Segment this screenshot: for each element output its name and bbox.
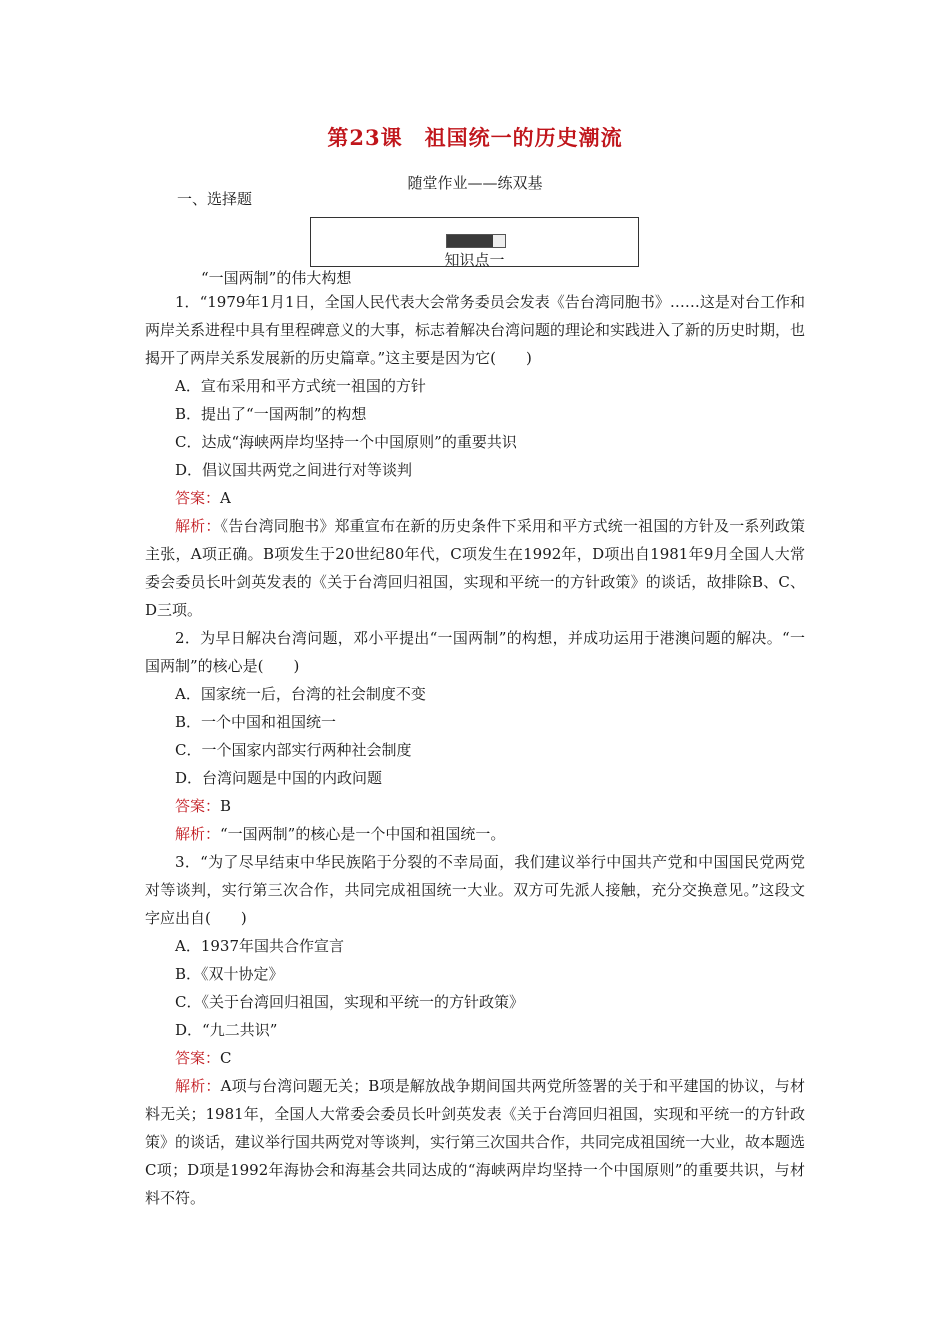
analysis-text: “一国两制”的核心是一个中国和祖国统一。 (220, 825, 506, 843)
question-option: D．倡议国共两党之间进行对等谈判 (175, 461, 413, 479)
question-option: B．提出了“一国两制”的构想 (175, 405, 367, 423)
analysis-label: 解析： (175, 825, 221, 843)
lesson-title: 第23课 祖国统一的历史潮流 (327, 125, 623, 150)
answer-line (145, 484, 805, 512)
question-option: D．“九二共识” (175, 1021, 278, 1039)
analysis-text: A项与台湾问题无关；B项是解放战争期间国共两党所签署的关于和平建国的协议，与材料无关；1981年，全国人大常委会委员长叶剑英发表《关于台湾回归祖国，实现和平统一的方针政策》的谈话，建议举行国共两党对等谈判，实行第三次国共合作，共同完成祖国统一大业，故本题选C项；D项是1992年海协会和海基会共同达成的“海峡两岸均坚持一个中国原则”的重要共识，与材料不符。 (145, 1077, 806, 1207)
answer-line (145, 792, 805, 820)
question-stem: 2．为早日解决台湾问题，邓小平提出“一国两制”的构想，并成功运用于港澳问题的解决。“一国两制”的核心是( ) (145, 629, 805, 675)
question-stem: 1．“1979年1月1日，全国人民代表大会常务委员会发表《告台湾同胞书》……这是对台工作和两岸关系进程中具有里程碑意义的大事，标志着解决台湾问题的理论和实践进入了新的历史时期，也揭开了两岸关系发展新的历史篇章。”这主要是因为它( ) (145, 293, 806, 367)
question-option: C．一个国家内部实行两种社会制度 (175, 741, 412, 759)
questions-content (145, 288, 805, 1212)
question-option: C．达成“海峡两岸均坚持一个中国原则”的重要共识 (175, 433, 517, 451)
answer-line (145, 1044, 805, 1072)
question-option: A．国家统一后，台湾的社会制度不变 (175, 685, 426, 703)
question-option: B．一个中国和祖国统一 (175, 713, 337, 731)
question-stem: 3．“为了尽早结束中华民族陷于分裂的不幸局面，我们建议举行中国共产党和中国国民党两党对等谈判，实行第三次合作，共同完成祖国统一大业。双方可先派人接触，充分交换意见。”这段文字应出自( ) (145, 853, 805, 927)
analysis-paragraph (145, 820, 805, 848)
answer-value: A (220, 489, 231, 507)
knowledge-point-label: 知识点一 (444, 251, 505, 269)
question-option: C．《关于台湾回归祖国，实现和平统一的方针政策》 (175, 993, 524, 1011)
question-block (145, 624, 805, 848)
knowledge-point-box (310, 217, 639, 267)
answer-value: C (220, 1049, 232, 1067)
knowledge-point-progress-bar (446, 234, 506, 248)
answer-label: 答案： (175, 489, 221, 507)
question-option: D．台湾问题是中国的内政问题 (175, 769, 383, 787)
section-heading: 一、选择题 (177, 190, 253, 208)
analysis-text: 《告台湾同胞书》郑重宣布在新的历史条件下采用和平方式统一祖国的方针及一系列政策主张，A项正确。B项发生于20世纪80年代，C项发生在1992年，D项出自1981年9月全国人大常委会委员长叶剑英发表的《关于台湾回归祖国，实现和平统一的方针政策》的谈话，故排除B、C、D三项。 (145, 517, 805, 619)
question-block (145, 848, 805, 1212)
answer-value: B (220, 797, 232, 815)
question-option: A．1937年国共合作宣言 (175, 937, 345, 955)
topic-heading: “一国两制”的伟大构想 (201, 269, 352, 287)
lesson-subtitle: 随堂作业——练双基 (407, 174, 543, 192)
analysis-paragraph (145, 1072, 805, 1212)
question-option: A．宣布采用和平方式统一祖国的方针 (175, 377, 426, 395)
question-block (145, 288, 805, 624)
answer-label: 答案： (175, 797, 221, 815)
analysis-label: 解析： (175, 517, 221, 535)
answer-label: 答案： (175, 1049, 221, 1067)
question-option: B．《双十协定》 (175, 965, 284, 983)
analysis-paragraph (145, 512, 805, 624)
knowledge-point-progress-fill (447, 235, 493, 247)
analysis-label: 解析： (175, 1077, 221, 1095)
